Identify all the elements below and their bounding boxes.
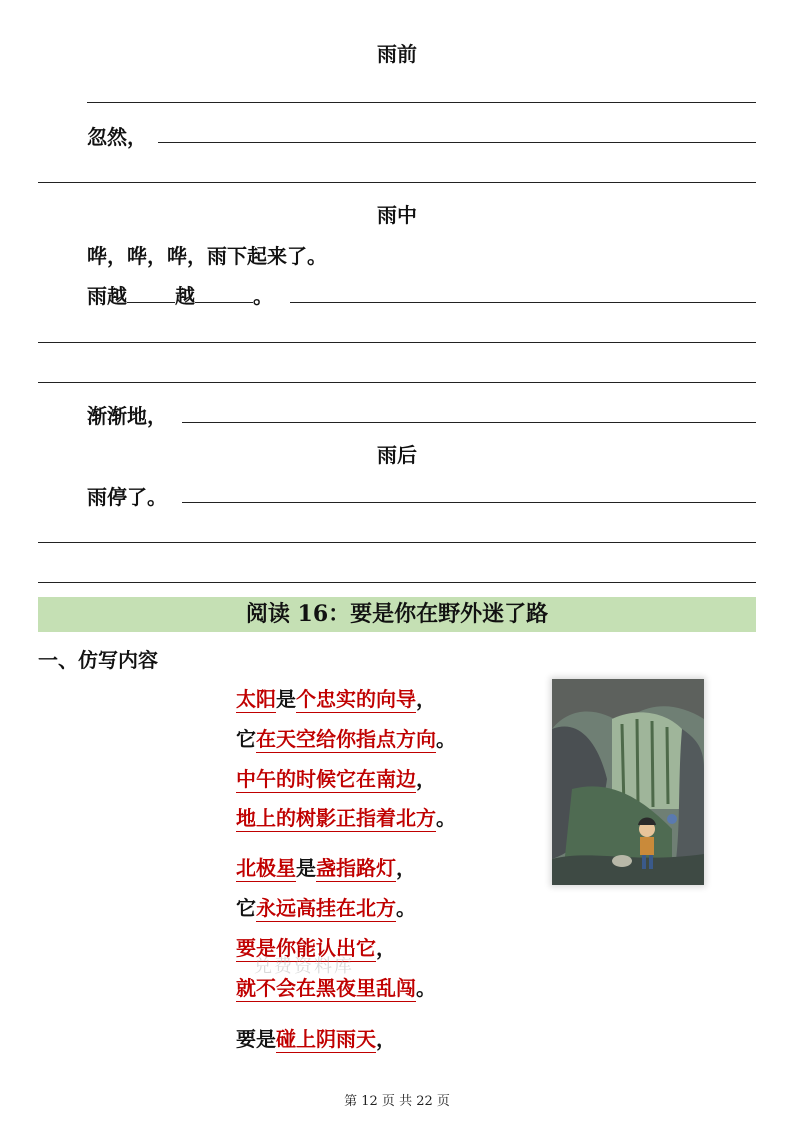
poem-line (236, 852, 416, 881)
prompt-yue-b: 越 (175, 284, 195, 308)
fill-blank[interactable] (195, 284, 253, 303)
poem-line (236, 683, 436, 712)
answer-underline: 要是你能认出它 (236, 936, 376, 960)
answer-underline: 北极星 (236, 856, 296, 880)
writing-line (182, 502, 756, 503)
poem-text: ， (416, 687, 436, 711)
answer-underline: 盏指路灯 (316, 856, 396, 880)
heading-before-rain: 雨前 (377, 42, 417, 66)
writing-line (87, 102, 756, 103)
poem-text: 要是 (236, 1027, 276, 1051)
heading-during-rain: 雨中 (377, 203, 417, 227)
watermark: 兑费资料库 (254, 956, 354, 977)
writing-line (158, 142, 756, 143)
illustration-explorer-cave (552, 679, 704, 885)
poem-text: 它 (236, 727, 256, 751)
poem-text: ， (416, 767, 436, 791)
writing-line (38, 542, 756, 543)
part-heading: 一、仿写内容 (38, 648, 158, 672)
prompt-rain-stopped: 雨停了。 (87, 485, 167, 509)
writing-line (182, 422, 756, 423)
writing-line (38, 342, 756, 343)
answer-underline: 地上的树影正指着北方 (236, 806, 436, 830)
page-footer: 第 12 页 共 22 页 (344, 1094, 450, 1109)
prompt-yue-a: 雨越 (87, 284, 127, 308)
fill-blank[interactable] (127, 284, 175, 303)
writing-line (38, 582, 756, 583)
poem-line (236, 892, 416, 921)
answer-underline: 永远高挂在北方 (256, 896, 396, 920)
poem-line (236, 802, 456, 831)
writing-line (290, 302, 756, 303)
poem-text: 。 (396, 896, 416, 920)
poem-text: 它 (236, 896, 256, 920)
answer-underline: 太阳 (236, 687, 276, 711)
poem-text: 是 (276, 687, 296, 711)
poem-line (236, 723, 456, 752)
answer-underline: 碰上阴雨天 (276, 1027, 376, 1051)
answer-underline: 就不会在黑夜里乱闯 (236, 976, 416, 1000)
poem-text: 。 (436, 727, 456, 751)
writing-line (38, 382, 756, 383)
prompt-gradually: 渐渐地， (87, 404, 167, 428)
answer-underline: 在天空给你指点方向 (256, 727, 436, 751)
poem-text: ， (376, 936, 396, 960)
reading-title-banner: 阅读 16：要是你在野外迷了路 (38, 597, 756, 632)
poem-text: ， (396, 856, 416, 880)
answer-underline: 个忠实的向导 (296, 687, 416, 711)
poem-text: ， (376, 1027, 396, 1051)
poem-text: 。 (416, 976, 436, 1000)
prompt-suddenly: 忽然， (87, 125, 147, 149)
prompt-yue-end: 。 (253, 284, 273, 308)
sentence-wahua: 哗，哗，哗，雨下起来了。 (87, 244, 327, 268)
poem-text: 是 (296, 856, 316, 880)
answer-underline: 中午的时候它在南边 (236, 767, 416, 791)
heading-after-rain: 雨后 (377, 443, 417, 467)
prompt-the-more (87, 280, 273, 309)
writing-line (38, 182, 756, 183)
poem-line (236, 763, 436, 792)
poem-line (236, 1023, 396, 1052)
poem-text: 。 (436, 806, 456, 830)
